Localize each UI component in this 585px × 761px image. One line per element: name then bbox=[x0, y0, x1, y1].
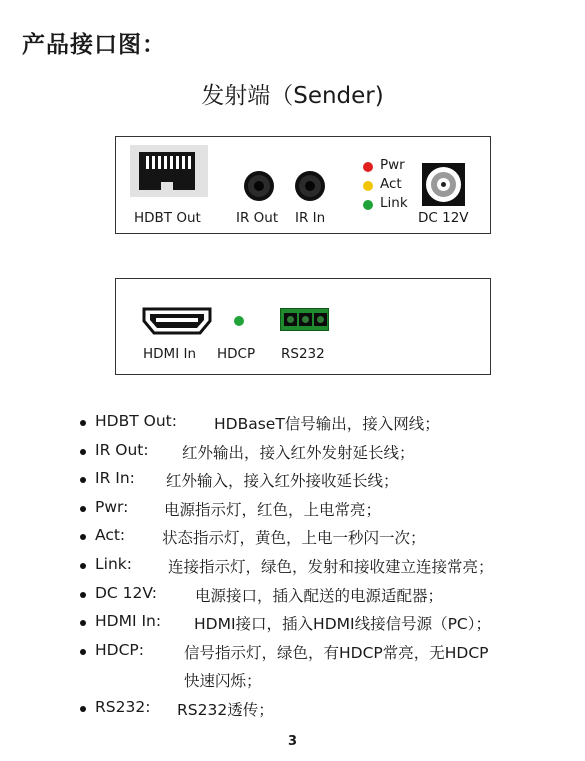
bullet-icon bbox=[80, 563, 86, 569]
hdmi-port-icon bbox=[142, 307, 212, 335]
bullet-icon bbox=[80, 620, 86, 626]
list-item: RS232: RS232透传； bbox=[80, 695, 560, 724]
bullet-icon bbox=[80, 477, 86, 483]
hdcp-label: HDCP bbox=[217, 346, 256, 362]
rs232-terminal-icon bbox=[280, 308, 329, 331]
rs232-label: RS232 bbox=[281, 346, 325, 362]
list-item: IR Out: 红外输出，接入红外发射延长线； bbox=[80, 438, 560, 467]
bullet-icon bbox=[80, 706, 86, 712]
list-item: Act: 状态指示灯，黄色，上电一秒闪一次； bbox=[80, 523, 560, 552]
sender-subtitle: 发射端（Sender) bbox=[201, 83, 384, 109]
bullet-icon bbox=[80, 449, 86, 455]
ir-out-label: IR Out bbox=[236, 210, 279, 226]
ir-out-jack-icon bbox=[244, 171, 274, 201]
list-item: HDMI In: HDMI接口，插入HDMI线接信号源（PC）； bbox=[80, 609, 560, 638]
interface-description-list bbox=[80, 409, 560, 724]
bullet-icon bbox=[80, 649, 86, 655]
list-item: IR In: 红外输入，接入红外接收延长线； bbox=[80, 466, 560, 495]
list-item: HDBT Out: HDBaseT信号输出，接入网线； bbox=[80, 409, 560, 438]
link-led-icon bbox=[363, 200, 373, 210]
hdcp-led-icon bbox=[234, 316, 244, 326]
sender-rear-panel bbox=[115, 278, 491, 375]
hdmi-in-label: HDMI In bbox=[143, 346, 197, 362]
list-item: DC 12V: 电源接口，插入配送的电源适配器； bbox=[80, 581, 560, 610]
act-led-label: Act bbox=[380, 176, 402, 192]
sender-front-panel bbox=[115, 136, 491, 234]
ir-in-label: IR In bbox=[295, 210, 326, 226]
list-item: Pwr: 电源指示灯，红色，上电常亮； bbox=[80, 495, 560, 524]
dc-power-jack-icon bbox=[422, 163, 465, 206]
link-led-label: Link bbox=[380, 195, 408, 211]
rj45-port-icon bbox=[130, 145, 208, 197]
hdbt-out-label: HDBT Out bbox=[134, 210, 201, 226]
section-heading: 产品接口图： bbox=[22, 32, 166, 58]
pwr-led-icon bbox=[363, 162, 373, 172]
bullet-icon bbox=[80, 592, 86, 598]
dc-12v-label: DC 12V bbox=[418, 210, 469, 226]
bullet-icon bbox=[80, 506, 86, 512]
bullet-icon bbox=[80, 420, 86, 426]
act-led-icon bbox=[363, 181, 373, 191]
list-item: Link: 连接指示灯，绿色，发射和接收建立连接常亮； bbox=[80, 552, 560, 581]
list-item: HDCP: 信号指示灯，绿色，有HDCP常亮，无HDCP bbox=[80, 638, 560, 667]
list-item-continuation: 快速闪烁； bbox=[184, 672, 262, 691]
pwr-led-label: Pwr bbox=[380, 157, 405, 173]
bullet-icon bbox=[80, 534, 86, 540]
page-number: 3 bbox=[287, 734, 298, 749]
ir-in-jack-icon bbox=[295, 171, 325, 201]
